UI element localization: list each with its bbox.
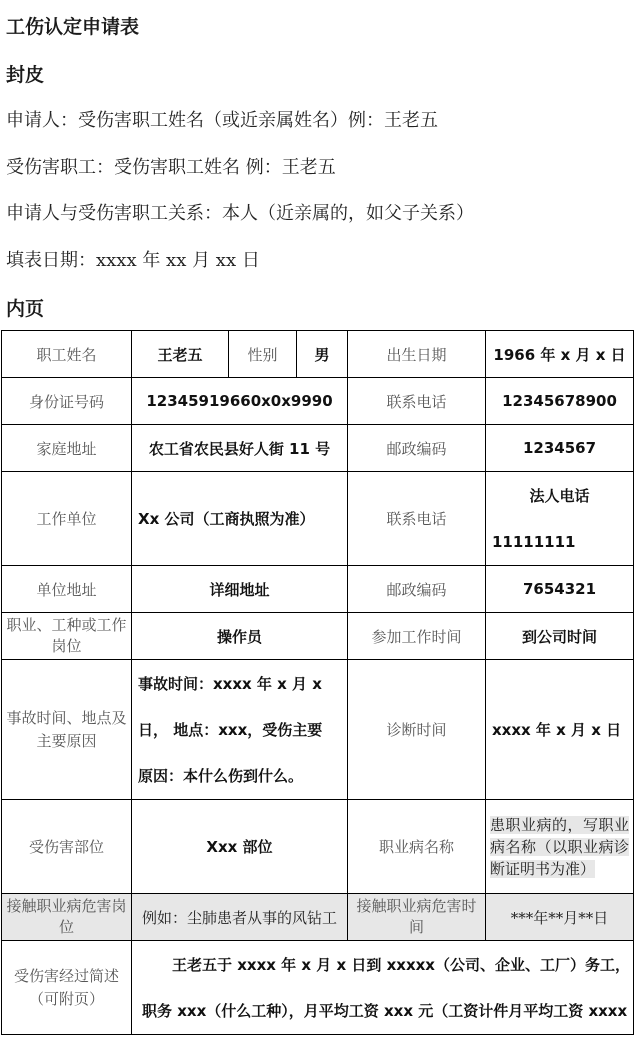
diagnosis-value: xxxx 年 x 月 x 日	[486, 660, 634, 800]
employer-phone-value	[486, 472, 634, 566]
disease-value-text: 患职业病的，写职业病名称（以职业病诊断证明书为准）	[490, 815, 629, 878]
accident-value	[132, 660, 348, 800]
postcode-label: 邮政编码	[348, 425, 486, 472]
summary-value	[132, 941, 634, 1035]
applicant-line: 申请人：受伤害职工姓名（或近亲属姓名）例：王老五	[6, 110, 438, 131]
injured-worker-line: 受伤害职工：受伤害职工姓名 例：王老五	[6, 157, 336, 178]
accident-label: 事故时间、地点及主要原因	[2, 660, 132, 800]
exposure-post-label: 接触职业病危害岗位	[2, 894, 132, 941]
start-work-value: 到公司时间	[486, 613, 634, 660]
employer-address-value: 详细地址	[132, 566, 348, 613]
document-title: 工伤认定申请表	[6, 16, 140, 38]
diagnosis-label: 诊断时间	[348, 660, 486, 800]
birth-label: 出生日期	[348, 331, 486, 378]
job-label: 职业、工种或工作岗位	[2, 613, 132, 660]
gender-label: 性别	[229, 331, 297, 378]
relation-line: 申请人与受伤害职工关系：本人（近亲属的，如父子关系）	[6, 203, 474, 224]
disease-label: 职业病名称	[348, 800, 486, 894]
exposure-time-label: 接触职业病危害时间	[348, 894, 486, 941]
injury-application-form	[1, 330, 634, 1035]
fill-date-line: 填表日期：xxxx 年 xx 月 xx 日	[6, 250, 260, 271]
birth-value: 1966 年 x 月 x 日	[486, 331, 634, 378]
name-value: 王老五	[132, 331, 229, 378]
exposure-post-value: 例如：尘肺患者从事的风钻工	[132, 894, 348, 941]
employer-value: Xx 公司（工商执照为准）	[132, 472, 348, 566]
accident-line-1: 事故时间：xxxx 年 x 月 x	[138, 674, 322, 693]
summary-label: 受伤害经过简述（可附页）	[2, 941, 132, 1035]
inner-heading: 内页	[6, 298, 45, 320]
id-value: 12345919660x0x9990	[132, 378, 348, 425]
injured-part-label: 受伤害部位	[2, 800, 132, 894]
gender-value: 男	[297, 331, 348, 378]
job-value: 操作员	[132, 613, 348, 660]
employer-phone-line-2: 11111111	[492, 532, 576, 551]
accident-line-2: 日， 地点：xxx，受伤主要	[138, 720, 323, 739]
employer-postcode-label: 邮政编码	[348, 566, 486, 613]
summary-line-1: 王老五于 xxxx 年 x 月 x 日到 xxxxx（公司、企业、工厂）务工，	[172, 955, 630, 974]
disease-value	[486, 800, 634, 894]
postcode-value: 1234567	[486, 425, 634, 472]
start-work-label: 参加工作时间	[348, 613, 486, 660]
exposure-time-value: ***年**月**日	[486, 894, 634, 941]
phone-value: 12345678900	[486, 378, 634, 425]
accident-line-3: 原因：本什么伤到什么。	[138, 766, 304, 785]
name-label: 职工姓名	[2, 331, 132, 378]
address-label: 家庭地址	[2, 425, 132, 472]
employer-phone-line-1: 法人电话	[529, 486, 590, 505]
employer-label: 工作单位	[2, 472, 132, 566]
cover-heading: 封皮	[6, 64, 45, 86]
employer-address-label: 单位地址	[2, 566, 132, 613]
summary-line-2: 职务 xxx（什么工种），月平均工资 xxx 元（工资计件月平均工资 xxxx	[142, 1001, 628, 1020]
address-value: 农工省农民县好人街 11 号	[132, 425, 348, 472]
employer-phone-label: 联系电话	[348, 472, 486, 566]
phone-label: 联系电话	[348, 378, 486, 425]
employer-postcode-value: 7654321	[486, 566, 634, 613]
id-label: 身份证号码	[2, 378, 132, 425]
injured-part-value: Xxx 部位	[132, 800, 348, 894]
